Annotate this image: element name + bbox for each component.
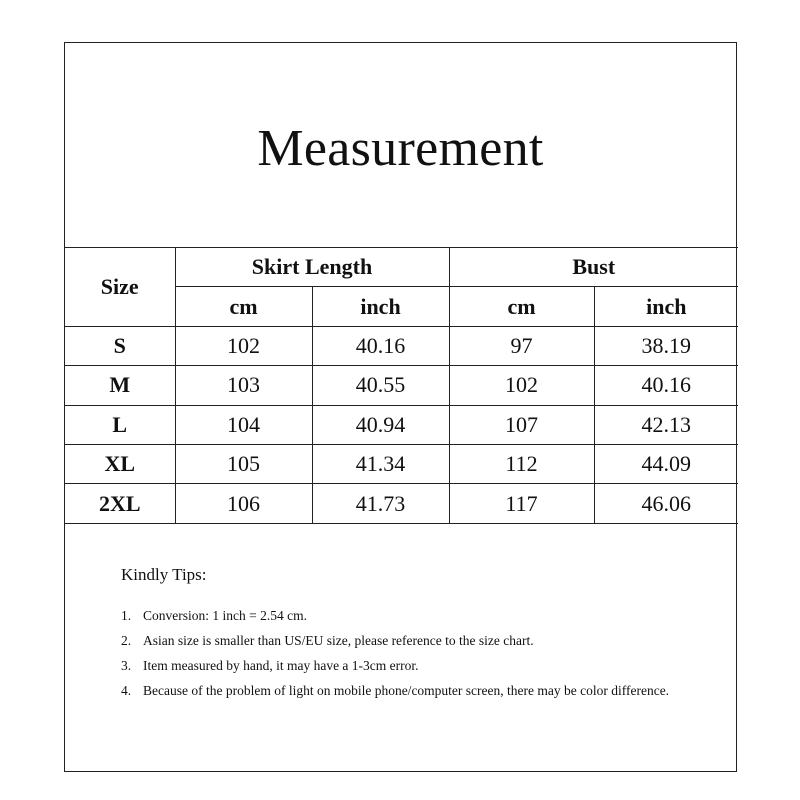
unit-header: cm xyxy=(449,287,594,326)
table-cell: 40.55 xyxy=(312,366,449,405)
table-row xyxy=(65,366,738,405)
table-cell: 103 xyxy=(175,366,312,405)
table-row xyxy=(65,484,738,523)
table-cell: 40.16 xyxy=(594,366,738,405)
tip-text: Conversion: 1 inch = 2.54 cm. xyxy=(143,608,307,623)
table-row xyxy=(65,326,738,365)
table-cell: 41.34 xyxy=(312,444,449,483)
table-cell: 38.19 xyxy=(594,326,738,365)
list-item xyxy=(121,603,701,628)
tip-text: Asian size is smaller than US/EU size, please reference to the size chart. xyxy=(143,633,534,648)
size-label: 2XL xyxy=(65,484,175,523)
table-cell: 97 xyxy=(449,326,594,365)
size-label: S xyxy=(65,326,175,365)
table-cell: 105 xyxy=(175,444,312,483)
table-row xyxy=(65,405,738,444)
table-cell: 40.94 xyxy=(312,405,449,444)
table-cell: 44.09 xyxy=(594,444,738,483)
table-cell: 104 xyxy=(175,405,312,444)
bust-header: Bust xyxy=(449,248,738,287)
size-label: L xyxy=(65,405,175,444)
list-item xyxy=(121,628,701,653)
unit-header: cm xyxy=(175,287,312,326)
tip-number: 3. xyxy=(121,658,132,673)
size-label: XL xyxy=(65,444,175,483)
size-table xyxy=(65,247,738,524)
page-title: Measurement xyxy=(257,119,544,177)
tip-number: 2. xyxy=(121,633,132,648)
list-item xyxy=(121,653,701,678)
unit-header: inch xyxy=(594,287,738,326)
table-cell: 41.73 xyxy=(312,484,449,523)
title-area xyxy=(65,43,736,247)
measurement-sheet xyxy=(64,42,737,772)
table-cell: 42.13 xyxy=(594,405,738,444)
tip-number: 4. xyxy=(121,683,132,698)
size-column-header: Size xyxy=(65,248,175,327)
list-item xyxy=(121,678,701,703)
tip-text: Because of the problem of light on mobile phone/computer screen, there may be color difference. xyxy=(143,683,670,698)
table-cell: 117 xyxy=(449,484,594,523)
tips-heading: Kindly Tips: xyxy=(121,565,207,584)
size-label: M xyxy=(65,366,175,405)
tip-text: Item measured by hand, it may have a 1-3cm error. xyxy=(143,658,419,673)
table-cell: 102 xyxy=(449,366,594,405)
unit-header: inch xyxy=(312,287,449,326)
table-cell: 107 xyxy=(449,405,594,444)
table-cell: 102 xyxy=(175,326,312,365)
table-cell: 106 xyxy=(175,484,312,523)
tip-number: 1. xyxy=(121,608,132,623)
table-row xyxy=(65,444,738,483)
tips-section xyxy=(121,565,701,703)
table-cell: 40.16 xyxy=(312,326,449,365)
table-header-row xyxy=(65,248,738,287)
table-cell: 46.06 xyxy=(594,484,738,523)
table-cell: 112 xyxy=(449,444,594,483)
skirt-length-header: Skirt Length xyxy=(175,248,449,287)
tips-list xyxy=(121,603,701,703)
